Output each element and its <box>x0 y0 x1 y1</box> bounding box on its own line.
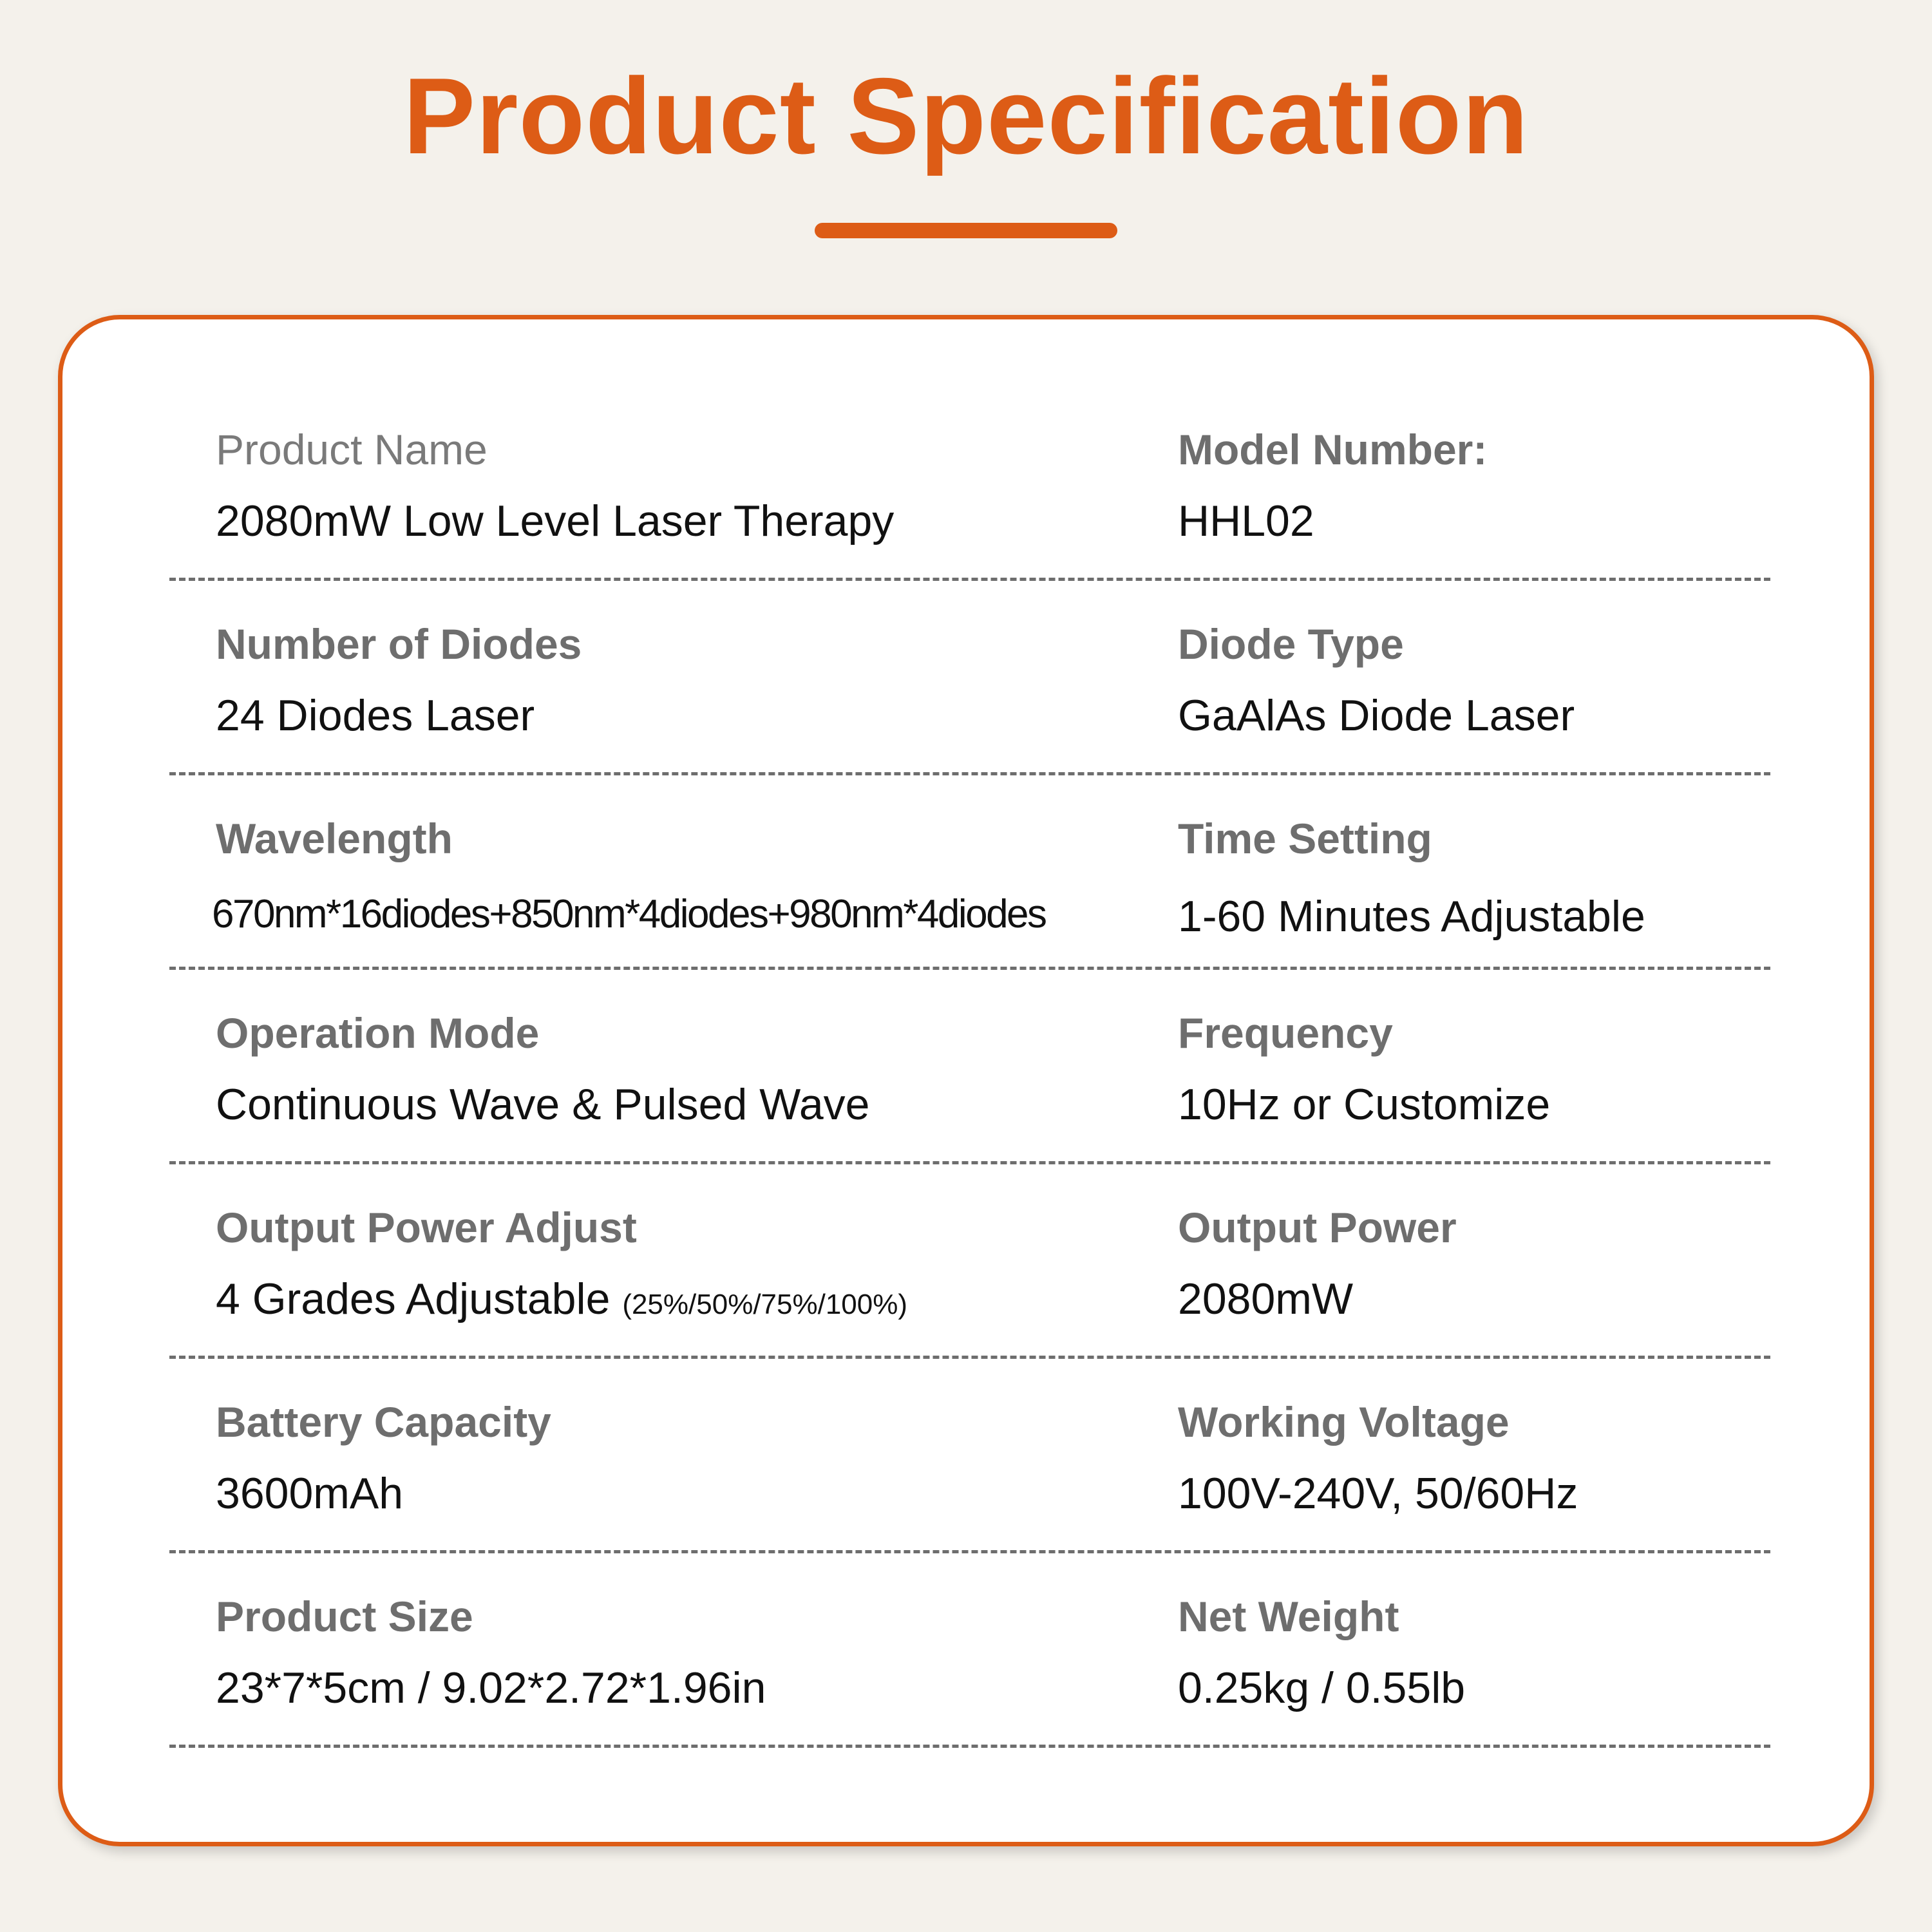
spec-label: Frequency <box>1178 1009 1393 1057</box>
spec-value: 3600mAh <box>216 1469 404 1518</box>
spec-value: Continuous Wave & Pulsed Wave <box>216 1080 870 1129</box>
spec-label: Wavelength <box>216 815 453 862</box>
spec-value: HHL02 <box>1178 497 1314 545</box>
spec-row-product-name <box>169 386 1770 581</box>
spec-value: 670nm*16diodes+850nm*4diodes+980nm*4diodes <box>212 892 1046 936</box>
spec-row-operation <box>169 970 1770 1164</box>
spec-label: Time Setting <box>1178 815 1432 862</box>
spec-value-note: (25%/50%/75%/100%) <box>622 1289 908 1320</box>
spec-value: 100V-240V, 50/60Hz <box>1178 1469 1578 1518</box>
spec-label: Output Power <box>1178 1204 1457 1251</box>
spec-value: 0.25kg / 0.55lb <box>1178 1663 1466 1712</box>
spec-label: Output Power Adjust <box>216 1204 637 1251</box>
spec-row-output-power <box>169 1164 1770 1359</box>
spec-label: Product Name <box>216 426 488 473</box>
title-underline <box>815 223 1117 238</box>
spec-row-diodes <box>169 581 1770 775</box>
spec-card <box>58 315 1874 1846</box>
spec-label: Working Voltage <box>1178 1398 1510 1446</box>
spec-value: 10Hz or Customize <box>1178 1080 1551 1129</box>
row-divider <box>169 1745 1770 1748</box>
spec-row-battery <box>169 1359 1770 1553</box>
spec-value: 2080mW Low Level Laser Therapy <box>216 497 895 545</box>
spec-label: Net Weight <box>1178 1593 1399 1640</box>
spec-label: Number of Diodes <box>216 620 582 668</box>
spec-value-main: 4 Grades Adjustable <box>216 1274 611 1323</box>
spec-label: Model Number: <box>1178 426 1488 473</box>
spec-label: Battery Capacity <box>216 1398 551 1446</box>
spec-label: Product Size <box>216 1593 473 1640</box>
spec-value: GaAlAs Diode Laser <box>1178 691 1575 740</box>
spec-label: Operation Mode <box>216 1009 540 1057</box>
spec-row-wavelength <box>169 775 1770 970</box>
spec-value: 24 Diodes Laser <box>216 691 535 740</box>
spec-value: 23*7*5cm / 9.02*2.72*1.96in <box>216 1663 766 1712</box>
spec-value: 2080mW <box>1178 1274 1354 1323</box>
spec-value <box>216 1274 907 1324</box>
page-title: Product Specification <box>403 55 1529 176</box>
spec-label: Diode Type <box>1178 620 1404 668</box>
spec-value: 1-60 Minutes Adjustable <box>1178 892 1645 941</box>
spec-row-size <box>169 1553 1770 1748</box>
